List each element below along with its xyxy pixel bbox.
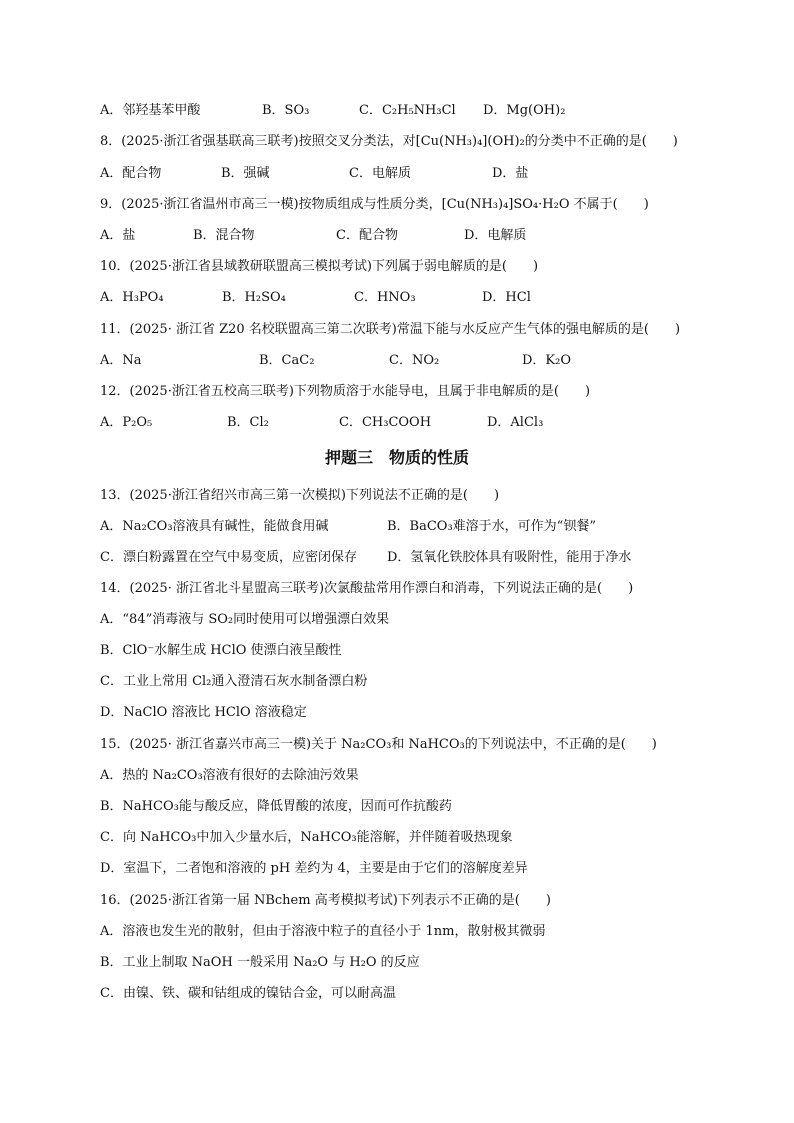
q14-option-a: A．“84”消毒液与 SO₂同时使用可以增强漂白效果 xyxy=(100,612,390,627)
q15-option-d: D．室温下，二者饱和溶液的 pH 差约为 4，主要是由于它们的溶解度差异 xyxy=(100,861,528,876)
q12-option-d: D．AlCl₃ xyxy=(487,415,544,430)
q9-option-b: B．混合物 xyxy=(193,228,255,243)
q9-option-d: D．电解质 xyxy=(464,228,527,243)
q14-option-c: C．工业上常用 Cl₂通入澄清石灰水制备漂白粉 xyxy=(100,674,368,689)
q14-option-b: B．ClO⁻水解生成 HClO 使漂白液呈酸性 xyxy=(100,643,342,658)
q9-stem: 9．(2025·浙江省温州市高三一模)按物质组成与性质分类，[Cu(NH₃)₄]SO₄·H₂O 不属于( ) xyxy=(100,197,649,212)
q16-option-b: B．工业上制取 NaOH 一般采用 Na₂O 与 H₂O 的反应 xyxy=(100,955,420,970)
q10-option-c: C．HNO₃ xyxy=(354,290,416,305)
q12-option-b: B．Cl₂ xyxy=(227,415,269,430)
q13-option-a: A．Na₂CO₃溶液具有碱性，能做食用碱 xyxy=(100,519,329,534)
q13-option-d: D．氢氧化铁胶体具有吸附性，能用于净水 xyxy=(387,550,632,565)
q16-option-a: A．溶液也发生光的散射，但由于溶液中粒子的直径小于 1nm，散射极其微弱 xyxy=(100,924,546,939)
q13-option-b: B．BaCO₃难溶于水，可作为“钡餐” xyxy=(387,519,596,534)
q13-option-c: C．漂白粉露置在空气中易变质，应密闭保存 xyxy=(100,550,357,565)
q15-option-b: B．NaHCO₃能与酸反应，降低胃酸的浓度，因而可作抗酸药 xyxy=(100,799,452,814)
q15-option-a: A．热的 Na₂CO₃溶液有很好的去除油污效果 xyxy=(100,768,359,783)
section-title: 押题三 物质的性质 xyxy=(324,448,469,467)
q11-option-c: C．NO₂ xyxy=(389,353,440,368)
q9-option-c: C．配合物 xyxy=(336,228,398,243)
q8-option-c: C．电解质 xyxy=(349,166,411,181)
q7-option-b: B．SO₃ xyxy=(262,103,310,118)
q11-option-d: D．K₂O xyxy=(522,353,572,368)
q15-stem: 15．(2025· 浙江省嘉兴市高三一模)关于 Na₂CO₃和 NaHCO₃的下列说法中，不正确的是( ) xyxy=(100,737,657,752)
q10-option-d: D．HCl xyxy=(482,290,531,305)
q8-option-a: A．配合物 xyxy=(100,166,162,181)
q15-option-c: C．向 NaHCO₃中加入少量水后，NaHCO₃能溶解，并伴随着吸热现象 xyxy=(100,830,513,845)
q14-option-d: D．NaClO 溶液比 HClO 溶液稳定 xyxy=(100,705,307,720)
q7-option-d: D．Mg(OH)₂ xyxy=(483,103,566,118)
q12-option-c: C．CH₃COOH xyxy=(339,415,432,430)
q12-option-a: A．P₂O₅ xyxy=(100,415,153,430)
q10-option-a: A．H₃PO₄ xyxy=(100,290,164,305)
q8-option-d: D．盐 xyxy=(492,166,529,181)
q7-option-a: A．邻羟基苯甲酸 xyxy=(100,103,201,118)
q8-option-b: B．强碱 xyxy=(221,166,270,181)
q16-stem: 16．(2025·浙江省第一届 NBchem 高考模拟考试)下列表示不正确的是( ) xyxy=(100,893,551,908)
q11-option-a: A．Na xyxy=(100,353,142,368)
q9-option-a: A．盐 xyxy=(100,228,136,243)
q16-option-c: C．由镍、铁、碳和钴组成的镍钴合金，可以耐高温 xyxy=(100,986,396,1001)
q10-stem: 10．(2025·浙江省县域教研联盟高三模拟考试)下列属于弱电解质的是( ) xyxy=(100,259,539,274)
q7-option-c: C．C₂H₅NH₃Cl xyxy=(359,103,456,118)
q8-stem: 8．(2025·浙江省强基联高三联考)按照交叉分类法，对[Cu(NH₃)₄](OH)₂的分类中不正确的是( ) xyxy=(100,134,678,149)
q13-stem: 13．(2025·浙江省绍兴市高三第一次模拟)下列说法不正确的是( ) xyxy=(100,488,500,503)
q11-stem: 11．(2025· 浙江省 Z20 名校联盟高三第二次联考)常温下能与水反应产生气体的强电解质的是( ) xyxy=(100,322,681,337)
q14-stem: 14．(2025· 浙江省北斗星盟高三联考)次氯酸盐常用作漂白和消毒，下列说法正确的是( ) xyxy=(100,581,634,596)
q10-option-b: B．H₂SO₄ xyxy=(222,290,286,305)
q12-stem: 12．(2025·浙江省五校高三联考)下列物质溶于水能导电，且属于非电解质的是( ) xyxy=(100,384,591,399)
q11-option-b: B．CaC₂ xyxy=(259,353,315,368)
